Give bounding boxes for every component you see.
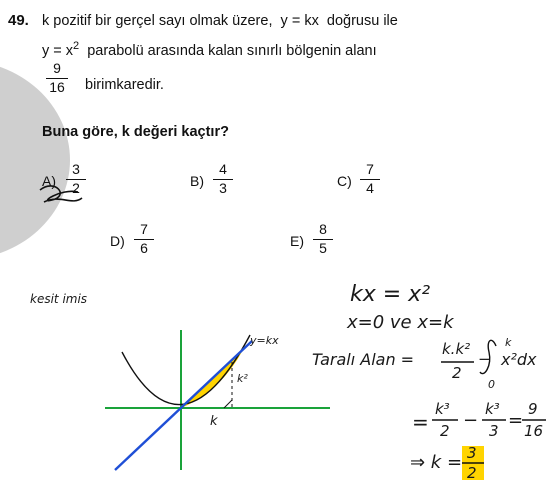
hw-step-eq: = [412,410,429,434]
hw-integral-upper: k [505,336,512,349]
question-line1-text: k pozitif bir gerçel sayı olmak üzere, [42,13,273,29]
hw-note: kesit imis [30,292,88,306]
hw-integral-frac-den: 2 [452,364,462,382]
option-a-den: 2 [72,180,80,196]
hw-minus: − [478,350,491,368]
hw-graph-k: k [210,414,218,429]
hw-step-equals: = [508,410,524,431]
tick-mark [224,400,232,408]
option-c-den: 4 [366,180,374,196]
option-a-label: A) [42,173,56,189]
parabola-equation: y = x [42,42,74,59]
hw-step-minus: − [463,410,479,431]
question-prompt: Buna göre, k değeri kaçtır? [42,124,229,140]
hw-eq2: x=0 ve x=k [347,312,454,333]
area-text: birimkaredir. [85,77,164,93]
area-denominator: 16 [49,79,65,95]
option-a-num: 3 [72,161,80,177]
option-c-label: C) [337,173,352,189]
hw-step-t2-num: k³ [485,400,500,418]
option-e-num: 8 [319,221,327,237]
parabola-exponent: 2 [73,40,80,52]
hw-answer-den: 2 [467,464,477,482]
option-a-scribble [40,186,82,202]
hw-step-t2-den: 3 [489,422,499,440]
option-b-num: 4 [219,161,227,177]
option-e-den: 5 [319,240,327,256]
question-number: 49. [8,12,29,29]
hw-step-t1-num: k³ [435,400,450,418]
option-d-label: D) [110,233,125,249]
option-c-num: 7 [366,161,374,177]
area-numerator: 9 [53,60,61,76]
hw-integral-rhs: x²dx [501,350,537,369]
hw-integral-frac-num: k.k² [442,340,471,358]
question-line2-text: parabolü arasında kalan sınırlı bölgenin alanı [87,42,377,59]
line-equation: y = kx [280,13,319,29]
hw-graph-line-label: y=kx [250,334,279,347]
option-d-den: 6 [140,240,148,256]
option-d-num: 7 [140,221,148,237]
parabola-curve [122,335,250,405]
option-b-den: 3 [219,180,227,196]
option-e-label: E) [290,233,304,249]
hw-eq1: kx = x² [350,282,431,307]
hw-step-res-den: 16 [524,422,544,440]
hw-step-res-num: 9 [528,400,538,418]
hw-graph-k2: k² [237,372,248,385]
hw-integral-lhs: Taralı Alan = [312,350,415,369]
hw-answer-prefix: ⇒ k = [410,452,463,473]
hw-answer-num: 3 [467,444,477,462]
hw-integral-lower: 0 [488,378,495,391]
line-kx [115,341,252,470]
hw-step-t1-den: 2 [440,422,450,440]
option-b-label: B) [190,173,204,189]
question-line1-tail: doğrusu ile [326,13,398,29]
